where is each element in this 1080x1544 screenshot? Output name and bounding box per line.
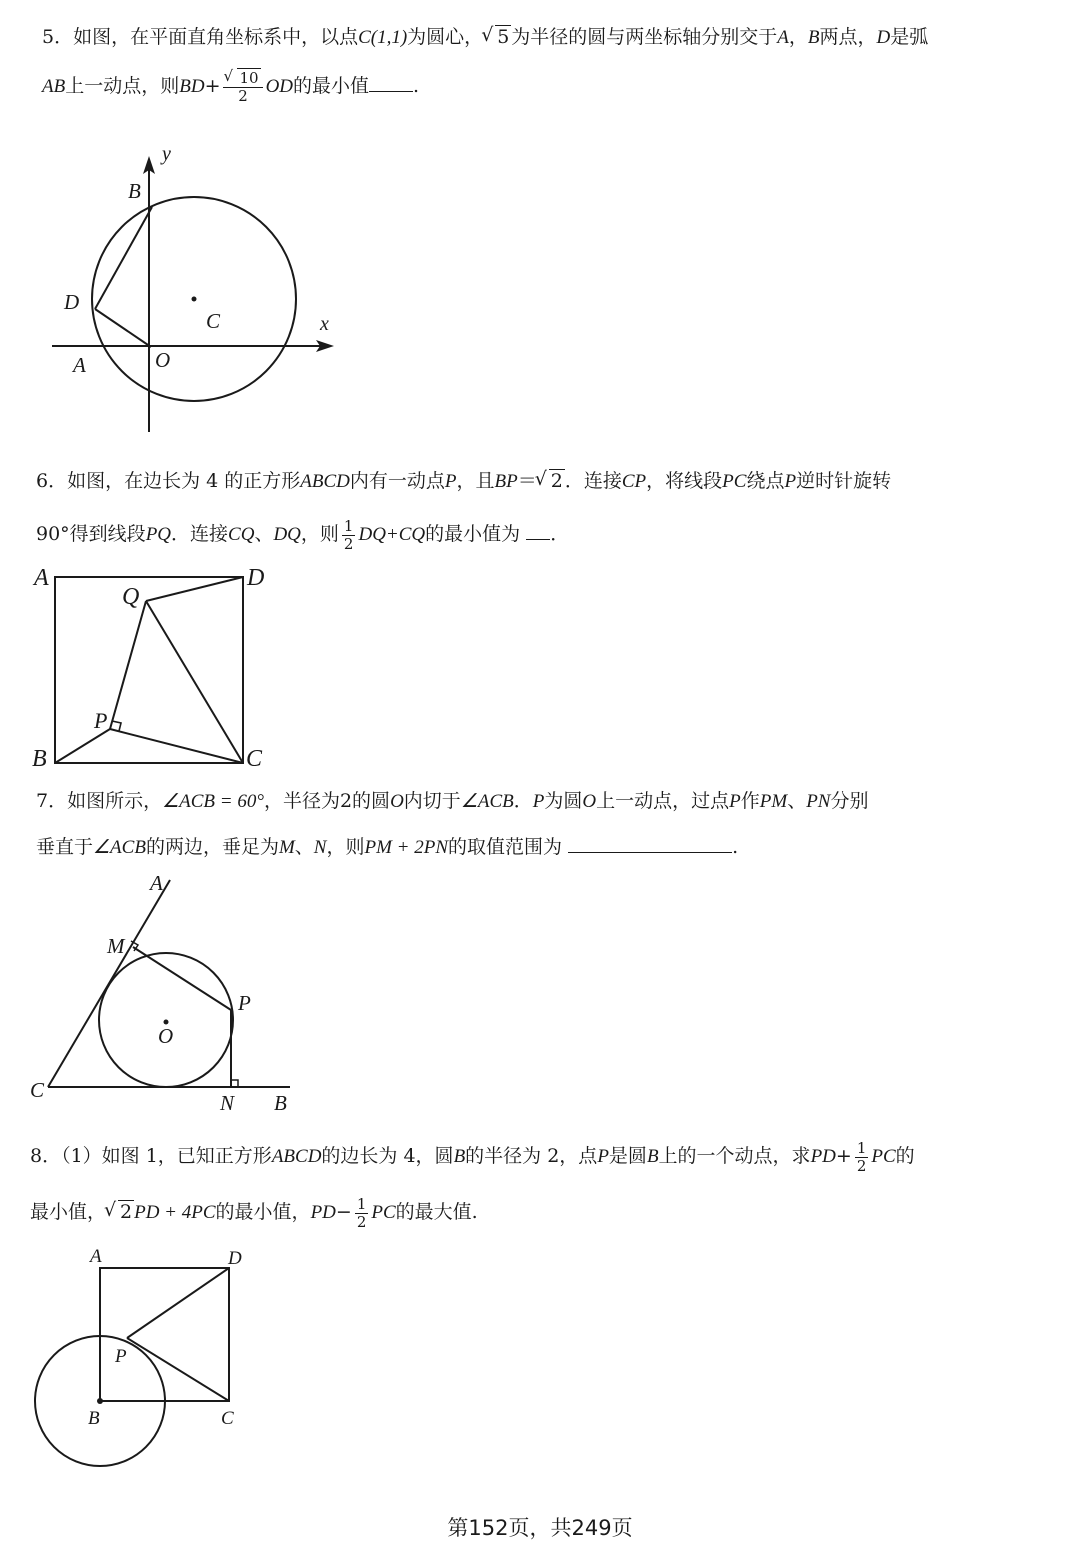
- q7-text: 、: [294, 836, 314, 858]
- q8-label-d: D: [228, 1248, 242, 1269]
- q6-var: CQ: [228, 524, 255, 545]
- q8-text: 的半径为 2，点: [465, 1145, 598, 1167]
- q5-text: ，: [788, 26, 808, 48]
- q5-circle: [92, 197, 296, 401]
- q6-text: ＝: [517, 470, 537, 492]
- q5-segment-do: [95, 309, 151, 347]
- q5-y-arrow: [143, 156, 155, 174]
- q7-right-angle-mark-n: [231, 1080, 238, 1087]
- q7-number: 2: [339, 790, 353, 812]
- q5-text: 上一动点，则: [65, 75, 180, 97]
- q7-segment-pm: [133, 947, 231, 1010]
- q7-var: M: [278, 837, 295, 858]
- q6-square: [55, 577, 243, 763]
- q6-label-d: D: [247, 565, 265, 591]
- q8-label-p: P: [115, 1346, 127, 1367]
- q6-right-angle-mark: [112, 721, 121, 731]
- q7-text: 垂直于: [36, 836, 94, 858]
- q7-label-b: B: [274, 1091, 287, 1115]
- q7-text: ，半径为: [263, 790, 340, 812]
- q6-segment-pc: [110, 729, 243, 763]
- q7-var: O: [390, 791, 404, 812]
- q5-text: 为半径的圆与两坐标轴分别交于: [511, 26, 778, 48]
- q6-line-2: [36, 518, 569, 552]
- q6-text: 的最小值为: [425, 523, 521, 545]
- q5-var: OD: [265, 76, 294, 97]
- q8-var: PD: [810, 1146, 836, 1167]
- q6-text: ．连接: [564, 470, 622, 492]
- q7-var: O: [582, 791, 597, 812]
- q7-text: 为圆: [544, 790, 583, 812]
- q6-segment-qd: [146, 577, 243, 601]
- q5-var: B: [807, 27, 820, 48]
- q7-line-2: [36, 838, 738, 857]
- q5-fraction: √ $\frac{10}{2}$: [223, 70, 262, 104]
- q8-text: 是圆: [608, 1145, 647, 1167]
- q8-label-b: B: [88, 1408, 100, 1429]
- q6-text: 逆时针旋转: [796, 470, 892, 492]
- q5-label-a: A: [73, 353, 86, 377]
- q8-var: PC: [871, 1146, 896, 1167]
- q6-text: 、: [254, 523, 274, 545]
- q7-circle: [99, 953, 233, 1087]
- q6-var: PQ: [145, 524, 172, 545]
- q7-text: ．: [513, 790, 533, 812]
- q6-var: P: [784, 471, 797, 492]
- q8-line-1: [30, 1140, 915, 1174]
- q8-square: [100, 1268, 229, 1401]
- q6-var: PC: [722, 471, 747, 492]
- q5-var: AB: [42, 76, 66, 97]
- q7-angle: ∠ACB: [93, 837, 146, 858]
- q7-text: ，则: [326, 836, 365, 858]
- q7-label-m: M: [107, 934, 125, 958]
- q7-text: 的两边，垂足为: [145, 836, 279, 858]
- q5-var: A: [777, 27, 789, 48]
- q6-segment-qc: [146, 601, 243, 763]
- q6-expression: DQ+CQ: [358, 524, 426, 545]
- q7-text: 的圆: [352, 790, 391, 812]
- q8-circle: [35, 1336, 165, 1466]
- q5-x-arrow: [316, 340, 334, 352]
- q6-text: ，则: [300, 523, 339, 545]
- q5-var: D: [876, 27, 891, 48]
- q6-var: ABCD: [300, 471, 350, 492]
- q8-var: B: [646, 1146, 659, 1167]
- q8-text: 的: [895, 1145, 915, 1167]
- q5-radical: √ 5: [483, 28, 511, 47]
- q7-label-o: O: [158, 1024, 174, 1048]
- q5-label-o: O: [155, 348, 171, 372]
- q5-label-d: D: [64, 290, 80, 314]
- q6-var: CP: [621, 471, 647, 492]
- q7-text: 的取值范围为: [448, 836, 563, 858]
- q8-label-c: C: [221, 1408, 234, 1429]
- q5-label-y: y: [162, 143, 171, 165]
- q5-segment-bd: [95, 207, 152, 309]
- q5-var: BD: [179, 76, 205, 97]
- q8-center-dot: [97, 1398, 103, 1404]
- q8-var: ABCD: [271, 1146, 322, 1167]
- q5-label-b: B: [128, 179, 141, 203]
- q7-var: P: [729, 791, 741, 812]
- q7-label-p: P: [238, 991, 251, 1015]
- q5-point-c: C(1,1): [358, 27, 408, 48]
- q8-text: 的最大值.: [395, 1201, 478, 1223]
- q5-line-2: [42, 70, 419, 104]
- q8-var: PD: [310, 1202, 336, 1223]
- q6-text: ，将线段: [646, 470, 723, 492]
- q6-text: 绕点: [746, 470, 785, 492]
- q6-text: ．: [550, 523, 570, 545]
- q7-text: 内切于: [403, 790, 461, 812]
- q7-center-dot: [164, 1020, 169, 1025]
- q6-label-b: B: [32, 746, 47, 772]
- q7-label-n: N: [220, 1091, 235, 1115]
- q7-text: 作: [740, 790, 760, 812]
- q7-line-1: [36, 792, 869, 811]
- q7-label-c: C: [30, 1078, 45, 1102]
- q6-text: 6．如图，在边长为 4 的正方形: [36, 470, 301, 492]
- q8-expression: PD + 4PC: [134, 1202, 216, 1223]
- q7-var: P: [532, 791, 545, 812]
- q7-angle: ∠ACB: [460, 791, 514, 812]
- q6-label-q: Q: [122, 584, 140, 610]
- q8-text: 8．（1）如图 1，已知正方形: [30, 1145, 272, 1167]
- q5-text: 的最小值: [293, 75, 370, 97]
- q7-right-angle-mark-m: [131, 941, 138, 951]
- q8-fraction: $\frac{1}{2}$: [856, 1139, 867, 1175]
- q6-label-c: C: [246, 746, 263, 772]
- q5-text: +: [204, 75, 221, 97]
- q5-line-1: [42, 28, 928, 47]
- q6-var: P: [444, 471, 457, 492]
- q8-fraction: $\frac{1}{2}$: [356, 1195, 367, 1231]
- q7-var: PN: [806, 791, 831, 812]
- q6-text: 内有一动点: [349, 470, 445, 492]
- q8-label-a: A: [90, 1246, 102, 1267]
- q5-text: .: [413, 75, 420, 97]
- q6-answer-blank: [526, 539, 550, 540]
- q7-angle: ∠ACB = 60°: [162, 791, 264, 812]
- q7-var: N: [313, 837, 327, 858]
- q6-label-a: A: [34, 565, 49, 591]
- q5-text: 为圆心，: [407, 26, 484, 48]
- q6-fraction: $\frac{1}{2}$: [343, 517, 354, 553]
- q8-text: 的边长为 4，圆: [321, 1145, 454, 1167]
- q5-answer-blank: [369, 91, 413, 92]
- q5-text: 是弧: [890, 26, 929, 48]
- q5-label-c: C: [206, 309, 221, 333]
- q5-text: 5．如图，在平面直角坐标系中，以点: [42, 26, 359, 48]
- q6-text: ，且: [456, 470, 495, 492]
- q8-segment-pd: [127, 1268, 229, 1338]
- q8-var: B: [453, 1146, 466, 1167]
- q5-center-dot: [192, 297, 197, 302]
- q6-segment-pq: [110, 601, 146, 729]
- q8-text: 上的一个动点，求: [658, 1145, 811, 1167]
- q7-text: 、: [787, 790, 807, 812]
- q8-radical: √ 2: [106, 1203, 134, 1222]
- q5-label-x: x: [320, 313, 329, 335]
- q6-label-p: P: [94, 708, 108, 733]
- q7-expression: PM + 2PN: [364, 837, 449, 858]
- q8-line-2: [30, 1196, 478, 1230]
- q6-var: DQ: [273, 524, 301, 545]
- q5-text: 两点，: [819, 26, 877, 48]
- q7-label-a: A: [150, 871, 163, 895]
- q6-line-1: [36, 472, 891, 491]
- q8-text: −: [335, 1201, 352, 1223]
- q7-text: 7．如图所示，: [36, 790, 163, 812]
- q6-text: 90°得到线段: [36, 523, 146, 545]
- q8-text: 的最小值，: [215, 1201, 311, 1223]
- q7-ray-ca: [48, 880, 170, 1087]
- q8-text: +: [835, 1145, 852, 1167]
- q8-var: P: [597, 1146, 609, 1167]
- q7-var: PM: [759, 791, 788, 812]
- q6-text: ．连接: [171, 523, 229, 545]
- q8-var: PC: [371, 1202, 396, 1223]
- q6-segment-bp: [55, 729, 110, 763]
- q8-segment-pc: [127, 1338, 229, 1401]
- q7-text: 上一动点，过点: [596, 790, 730, 812]
- q7-text: 分别: [830, 790, 869, 812]
- q8-text: 最小值，: [30, 1201, 107, 1223]
- page-number: 第152页，共249页: [447, 1516, 633, 1540]
- q7-answer-blank: [568, 852, 732, 853]
- q6-radical: √ 2: [537, 472, 565, 491]
- q6-var: BP: [494, 471, 518, 492]
- q7-text: .: [732, 836, 739, 858]
